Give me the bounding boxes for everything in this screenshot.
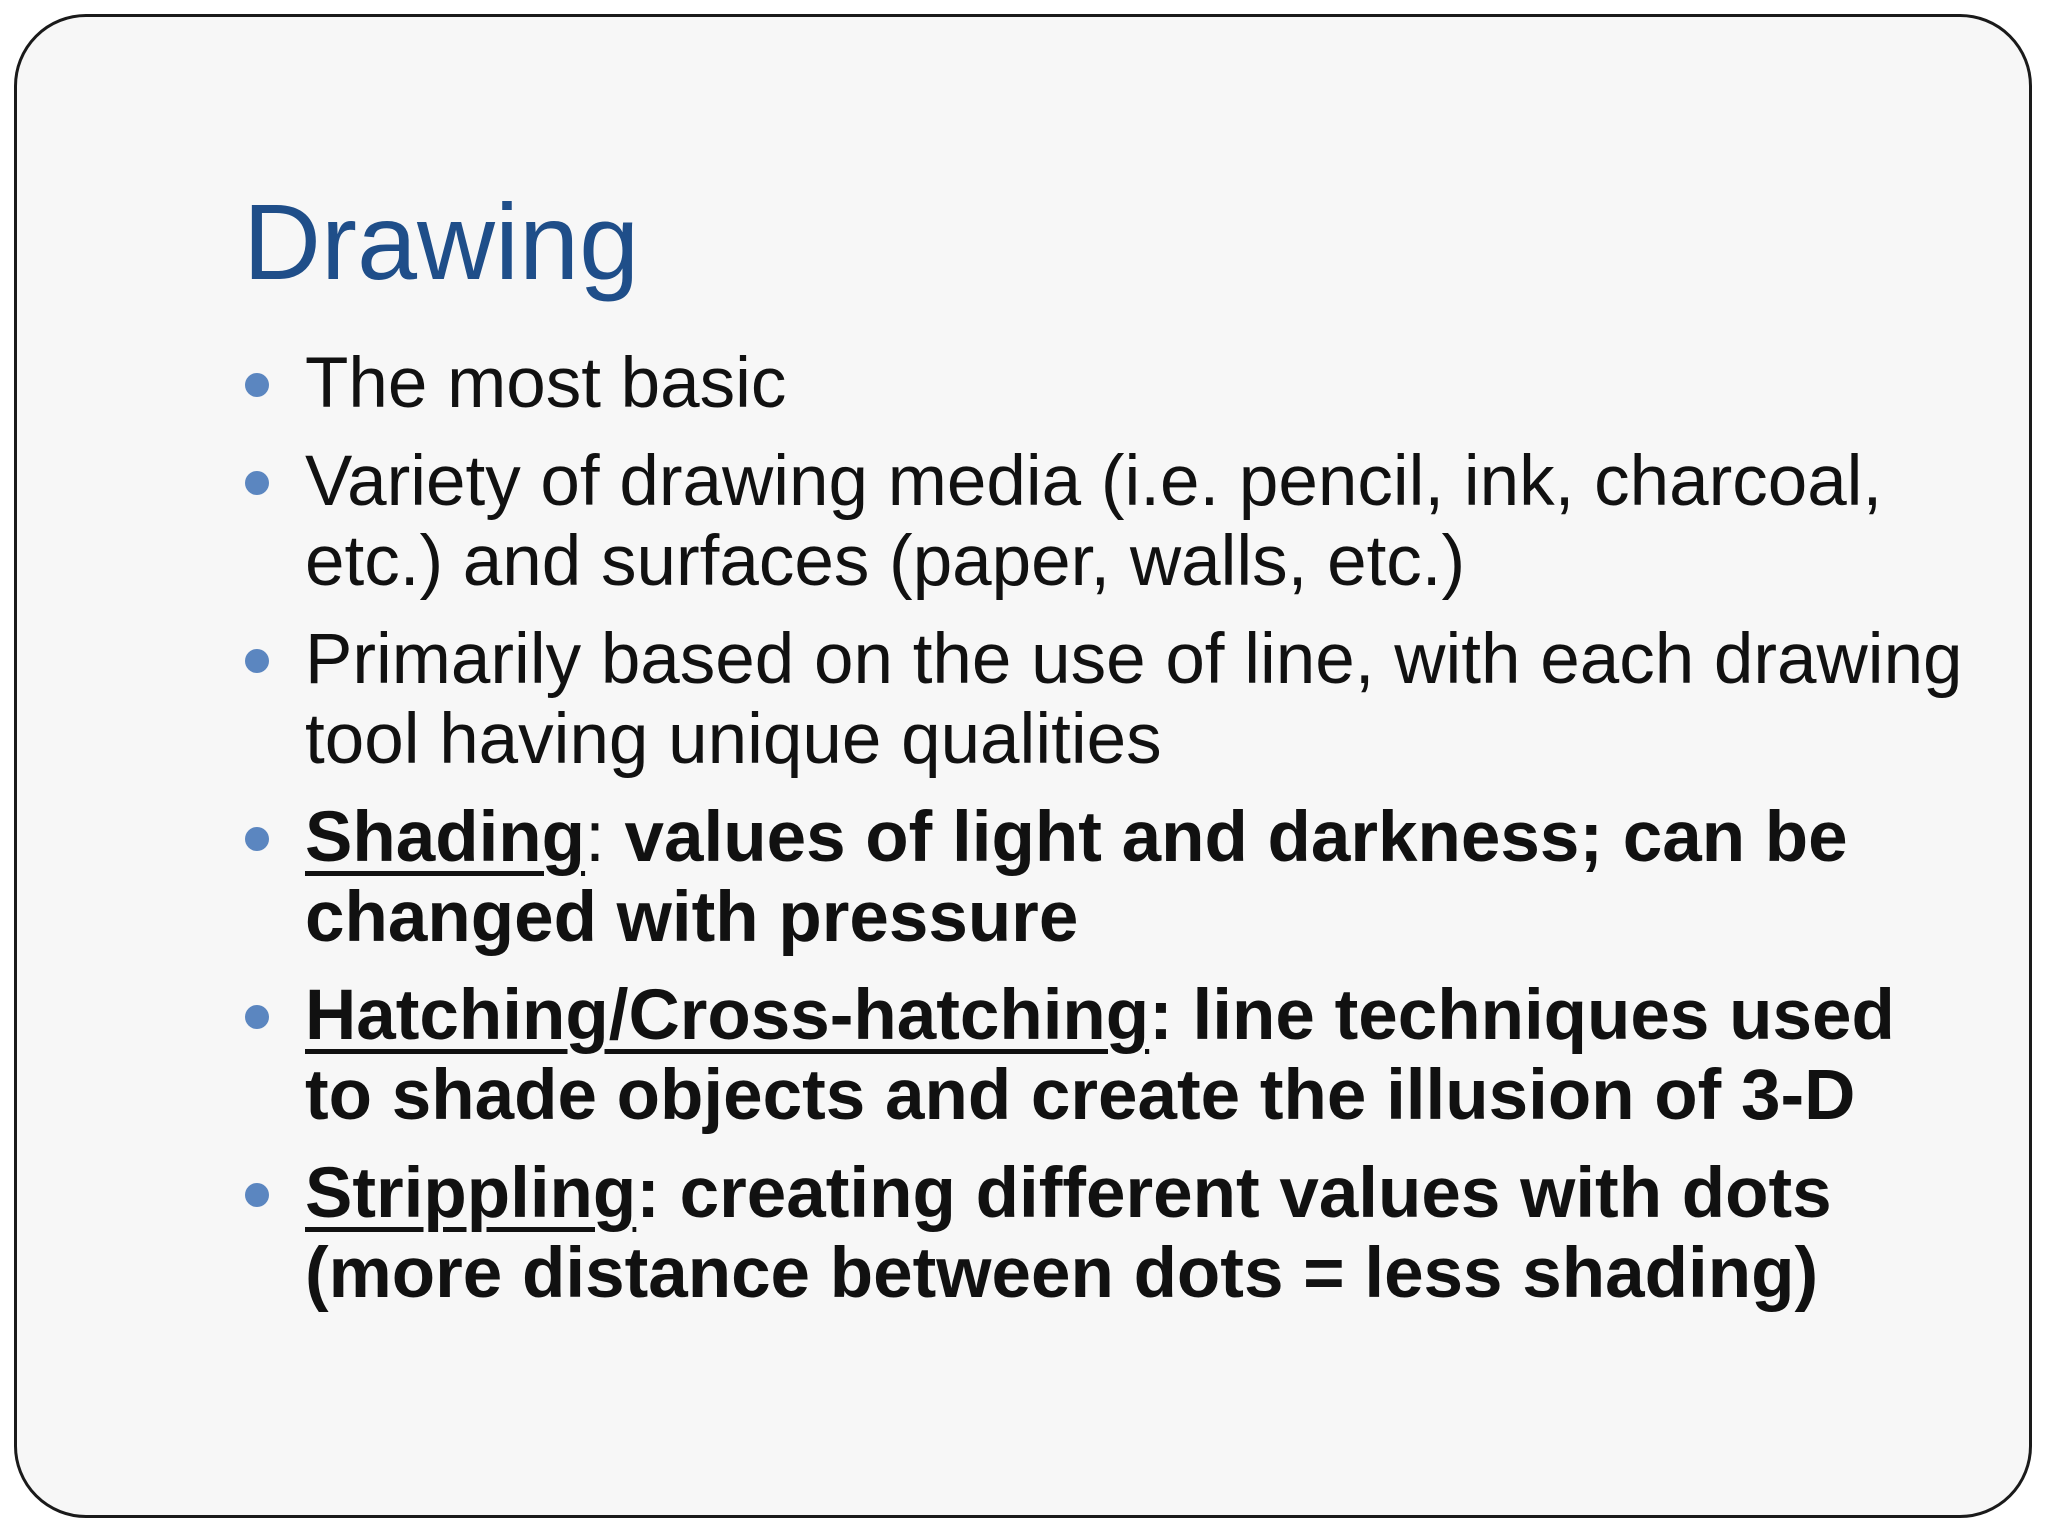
bullet-marker (245, 471, 269, 495)
slide-title: Drawing (243, 181, 640, 302)
term-separator: : (585, 798, 605, 877)
bullet-marker (245, 1005, 269, 1029)
term-description: values of light and darkness; can be changed with pressure (305, 798, 1848, 957)
term-separator: : (636, 1154, 660, 1233)
bullet-marker (245, 827, 269, 851)
bullet-text: Primarily based on the use of line, with each drawing tool having unique qualities (305, 620, 1963, 779)
bullet-marker (245, 649, 269, 673)
bullet-marker (245, 1183, 269, 1207)
term-hatching: Hatching/Cross-hatching (305, 976, 1150, 1055)
bullet-marker (245, 373, 269, 397)
bullet-list (243, 344, 1973, 1332)
bullet-item (243, 976, 1973, 1136)
term-shading: Shading (305, 798, 586, 877)
bullet-item (243, 1154, 1973, 1314)
slide-frame (14, 14, 2032, 1518)
bullet-item (243, 798, 1973, 958)
term-description: line techniques used to shade objects and create the illusion of 3-D (305, 976, 1895, 1135)
term-strippling: Strippling (305, 1154, 637, 1233)
bullet-item (243, 442, 1973, 602)
bullet-text: Variety of drawing media (i.e. pencil, ink, charcoal, etc.) and surfaces (paper, walls, etc.) (305, 442, 1883, 601)
term-separator: : (1149, 976, 1173, 1055)
bullet-item (243, 344, 1973, 424)
bullet-item (243, 620, 1973, 780)
term-description: creating different values with dots (more distance between dots = less shading) (305, 1154, 1832, 1313)
bullet-text: The most basic (305, 344, 787, 423)
